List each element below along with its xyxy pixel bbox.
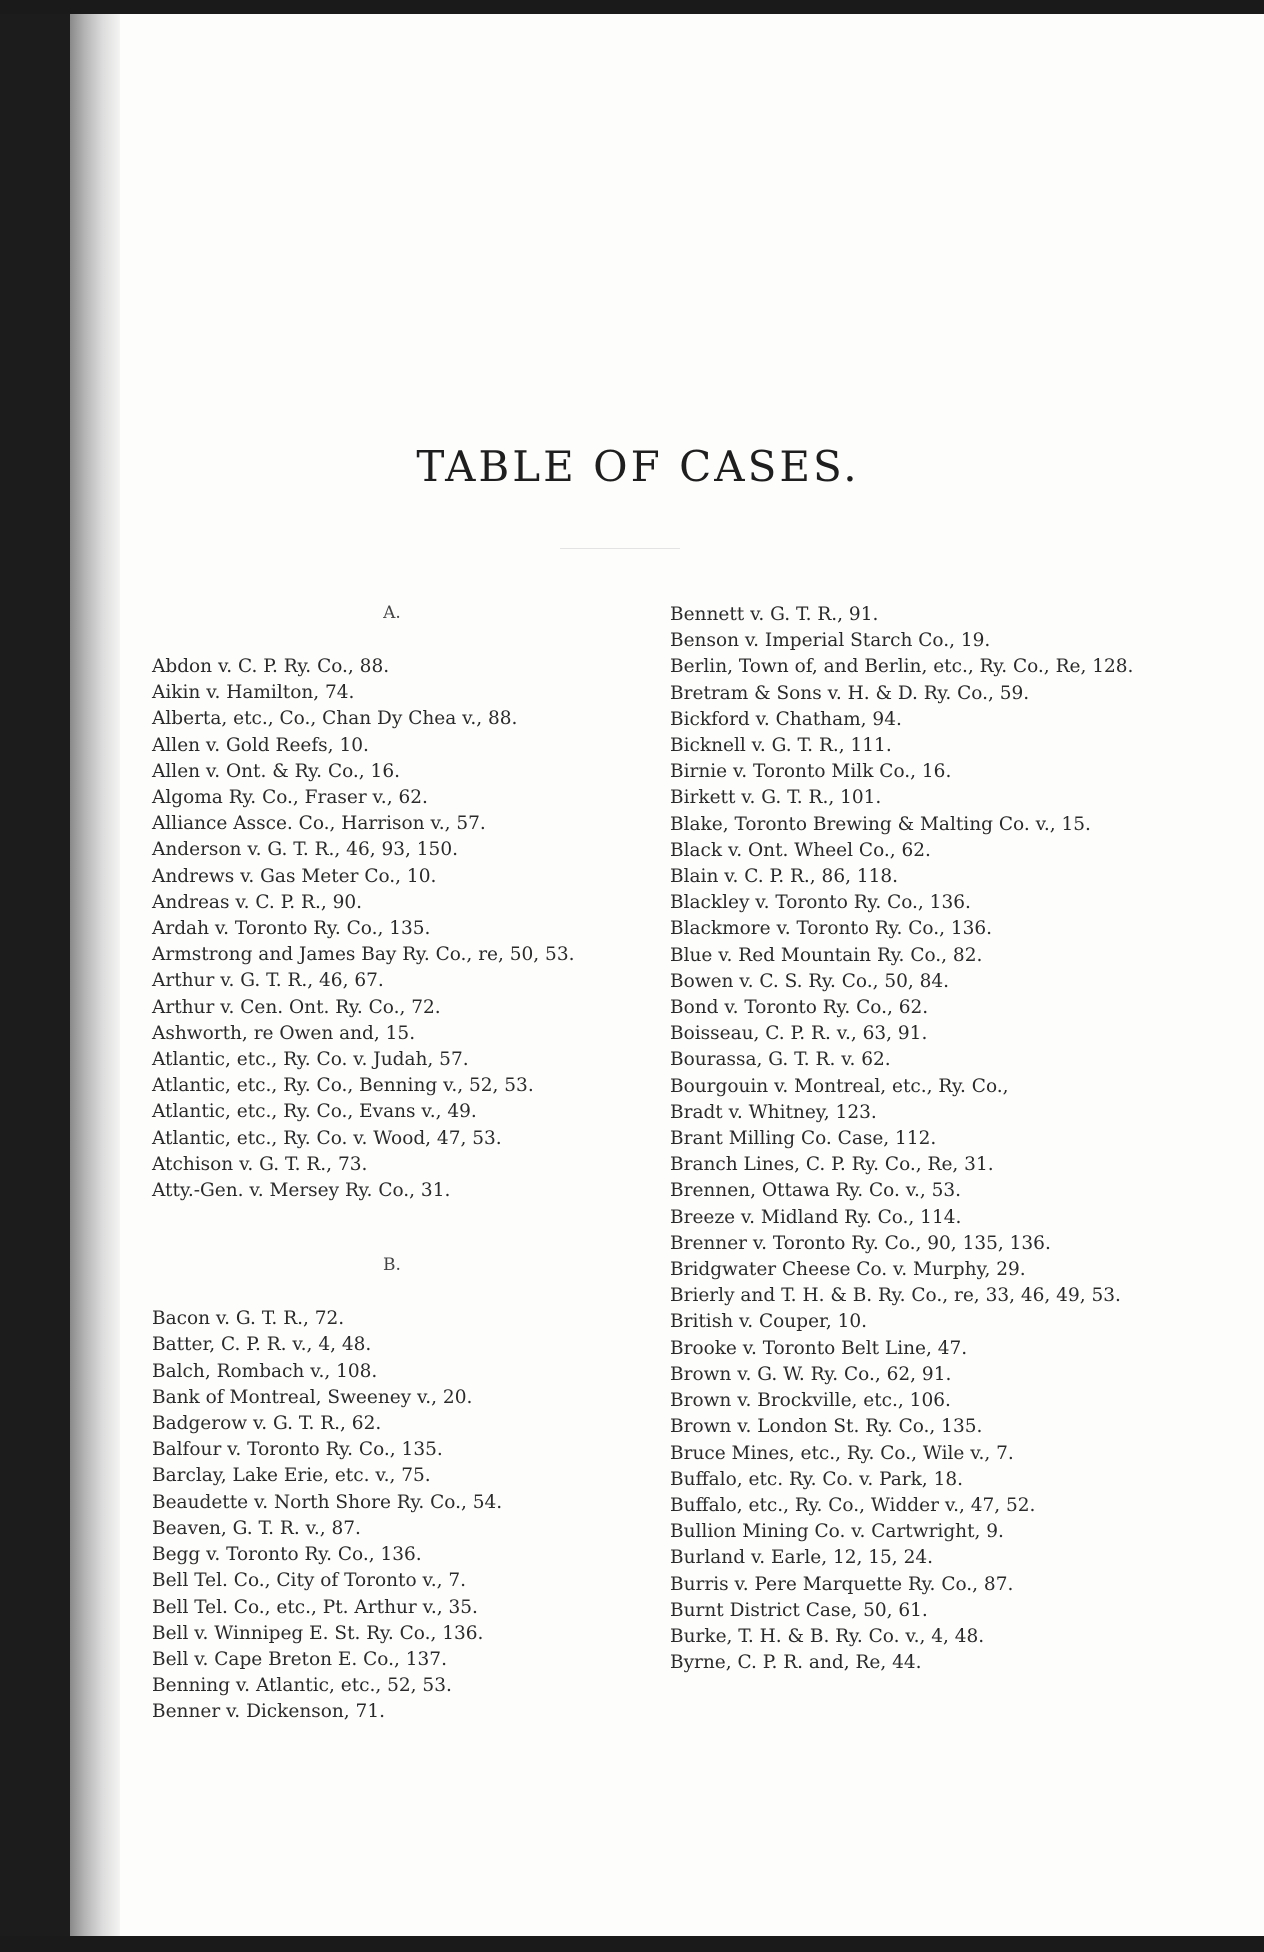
case-entry: Aikin v. Hamilton, 74. bbox=[152, 682, 355, 704]
case-entry: Anderson v. G. T. R., 46, 93, 150. bbox=[152, 839, 458, 861]
left-column bbox=[152, 598, 652, 1726]
case-entry: Armstrong and James Bay Ry. Co., re, 50, 53. bbox=[152, 944, 575, 966]
case-entry: Abdon v. C. P. Ry. Co., 88. bbox=[152, 656, 390, 677]
case-entry: Brooke v. Toronto Belt Line, 47. bbox=[670, 1337, 968, 1359]
case-entry: Burnt District Case, 50, 61. bbox=[670, 1599, 928, 1621]
case-entry: Andreas v. C. P. R., 90. bbox=[152, 891, 363, 913]
case-entry: Burland v. Earle, 12, 15, 24. bbox=[670, 1547, 933, 1569]
case-entry: Allen v. Ont. & Ry. Co., 16. bbox=[152, 760, 400, 782]
case-entry: Brennen, Ottawa Ry. Co. v., 53. bbox=[670, 1180, 962, 1202]
case-entry: Blackley v. Toronto Ry. Co., 136. bbox=[670, 892, 971, 914]
case-entry: Bell Tel. Co., City of Toronto v., 7. bbox=[152, 1570, 467, 1592]
case-entry: Bell v. Cape Breton E. Co., 137. bbox=[152, 1648, 447, 1670]
case-entry: Badgerow v. G. T. R., 62. bbox=[152, 1413, 382, 1435]
case-entry: Bruce Mines, etc., Ry. Co., Wile v., 7. bbox=[670, 1442, 1014, 1464]
case-entry: British v. Couper, 10. bbox=[670, 1311, 868, 1333]
case-entry: Brenner v. Toronto Ry. Co., 90, 135, 136. bbox=[670, 1232, 1051, 1254]
scan-bottom-border bbox=[0, 1936, 1264, 1952]
case-entry: Begg v. Toronto Ry. Co., 136. bbox=[152, 1544, 422, 1566]
case-entry: Bank of Montreal, Sweeney v., 20. bbox=[152, 1386, 473, 1408]
case-entry: Arthur v. G. T. R., 46, 67. bbox=[152, 970, 384, 992]
case-entry: Blue v. Red Mountain Ry. Co., 82. bbox=[670, 944, 983, 966]
case-entry: Andrews v. Gas Meter Co., 10. bbox=[152, 865, 437, 887]
case-entry: Bridgwater Cheese Co. v. Murphy, 29. bbox=[670, 1259, 1026, 1281]
case-entry: Alliance Assce. Co., Harrison v., 57. bbox=[152, 813, 486, 835]
case-list-b-right bbox=[670, 602, 1170, 1676]
title-rule bbox=[560, 548, 680, 549]
case-entry: Blake, Toronto Brewing & Malting Co. v., 15. bbox=[670, 813, 1091, 835]
case-entry: Atchison v. G. T. R., 73. bbox=[152, 1153, 368, 1175]
case-entry: Algoma Ry. Co., Fraser v., 62. bbox=[152, 787, 428, 809]
case-entry: Buffalo, etc. Ry. Co. v. Park, 18. bbox=[670, 1468, 963, 1490]
case-entry: Burris v. Pere Marquette Ry. Co., 87. bbox=[670, 1573, 1014, 1595]
case-entry: Benning v. Atlantic, etc., 52, 53. bbox=[152, 1675, 452, 1697]
case-entry: Brown v. G. W. Ry. Co., 62, 91. bbox=[670, 1363, 952, 1385]
case-entry: Bickford v. Chatham, 94. bbox=[670, 708, 902, 730]
case-entry: Bicknell v. G. T. R., 111. bbox=[670, 735, 892, 757]
section-letter-b: B. bbox=[383, 1255, 401, 1276]
case-entry: Atlantic, etc., Ry. Co. v. Judah, 57. bbox=[152, 1049, 469, 1071]
case-entry: Atlantic, etc., Ry. Co., Evans v., 49. bbox=[152, 1101, 477, 1123]
case-entry: Brierly and T. H. & B. Ry. Co., re, 33, 46, 49, 53. bbox=[670, 1285, 1121, 1307]
case-entry: Breeze v. Midland Ry. Co., 114. bbox=[670, 1206, 962, 1228]
case-entry: Bradt v. Whitney, 123. bbox=[670, 1101, 877, 1123]
case-entry: Berlin, Town of, and Berlin, etc., Ry. Co., Re, 128. bbox=[670, 656, 1134, 678]
case-entry: Bacon v. G. T. R., 72. bbox=[152, 1308, 345, 1330]
case-entry: Brant Milling Co. Case, 112. bbox=[670, 1128, 937, 1150]
case-entry: Ardah v. Toronto Ry. Co., 135. bbox=[152, 918, 431, 940]
case-entry: Alberta, etc., Co., Chan Dy Chea v., 88. bbox=[152, 708, 518, 730]
case-entry: Bowen v. C. S. Ry. Co., 50, 84. bbox=[670, 970, 950, 992]
page-spine-shadow bbox=[70, 14, 120, 1936]
case-entry: Bretram & Sons v. H. & D. Ry. Co., 59. bbox=[670, 682, 1030, 704]
case-list-a bbox=[152, 654, 652, 1204]
case-entry: Burke, T. H. & B. Ry. Co. v., 4, 48. bbox=[670, 1625, 985, 1647]
case-entry: Benson v. Imperial Starch Co., 19. bbox=[670, 630, 991, 652]
case-entry: Atlantic, etc., Ry. Co., Benning v., 52, 53. bbox=[152, 1075, 534, 1097]
right-column bbox=[670, 598, 1170, 1676]
page-title: TABLE OF CASES. bbox=[416, 442, 860, 491]
case-entry: Batter, C. P. R. v., 4, 48. bbox=[152, 1334, 372, 1356]
scan-top-border bbox=[0, 0, 1264, 14]
case-entry: Atlantic, etc., Ry. Co. v. Wood, 47, 53. bbox=[152, 1127, 502, 1149]
case-entry: Brown v. Brockville, etc., 106. bbox=[670, 1390, 951, 1412]
case-entry: Ashworth, re Owen and, 15. bbox=[152, 1022, 416, 1044]
case-entry: Blain v. C. P. R., 86, 118. bbox=[670, 866, 899, 888]
case-list-b-left bbox=[152, 1306, 652, 1725]
case-entry: Bond v. Toronto Ry. Co., 62. bbox=[670, 997, 929, 1019]
case-entry: Bourgouin v. Montreal, etc., Ry. Co., bbox=[670, 1075, 1009, 1097]
case-entry: Boisseau, C. P. R. v., 63, 91. bbox=[670, 1023, 928, 1045]
case-entry: Balch, Rombach v., 108. bbox=[152, 1360, 378, 1382]
case-entry: Bell Tel. Co., etc., Pt. Arthur v., 35. bbox=[152, 1596, 478, 1618]
case-entry: Bennett v. G. T. R., 91. bbox=[670, 604, 879, 625]
case-entry: Blackmore v. Toronto Ry. Co., 136. bbox=[670, 918, 993, 940]
case-entry: Birkett v. G. T. R., 101. bbox=[670, 787, 882, 809]
case-entry: Bourassa, G. T. R. v. 62. bbox=[670, 1049, 891, 1071]
case-entry: Buffalo, etc., Ry. Co., Widder v., 47, 52. bbox=[670, 1494, 1036, 1516]
case-entry: Black v. Ont. Wheel Co., 62. bbox=[670, 839, 931, 861]
case-entry: Bell v. Winnipeg E. St. Ry. Co., 136. bbox=[152, 1622, 484, 1644]
case-entry: Benner v. Dickenson, 71. bbox=[152, 1701, 385, 1723]
case-entry: Barclay, Lake Erie, etc. v., 75. bbox=[152, 1465, 431, 1487]
case-entry: Brown v. London St. Ry. Co., 135. bbox=[670, 1416, 983, 1438]
case-entry: Byrne, C. P. R. and, Re, 44. bbox=[670, 1652, 922, 1674]
case-entry: Atty.-Gen. v. Mersey Ry. Co., 31. bbox=[152, 1180, 451, 1202]
case-entry: Balfour v. Toronto Ry. Co., 135. bbox=[152, 1439, 443, 1461]
case-entry: Beaudette v. North Shore Ry. Co., 54. bbox=[152, 1491, 503, 1513]
section-letter-a: A. bbox=[383, 603, 401, 623]
case-entry: Allen v. Gold Reefs, 10. bbox=[152, 734, 369, 756]
case-entry: Bullion Mining Co. v. Cartwright, 9. bbox=[670, 1521, 1004, 1543]
case-entry: Arthur v. Cen. Ont. Ry. Co., 72. bbox=[152, 996, 441, 1018]
case-entry: Beaven, G. T. R. v., 87. bbox=[152, 1517, 361, 1539]
case-entry: Branch Lines, C. P. Ry. Co., Re, 31. bbox=[670, 1154, 994, 1176]
case-entry: Birnie v. Toronto Milk Co., 16. bbox=[670, 761, 952, 783]
